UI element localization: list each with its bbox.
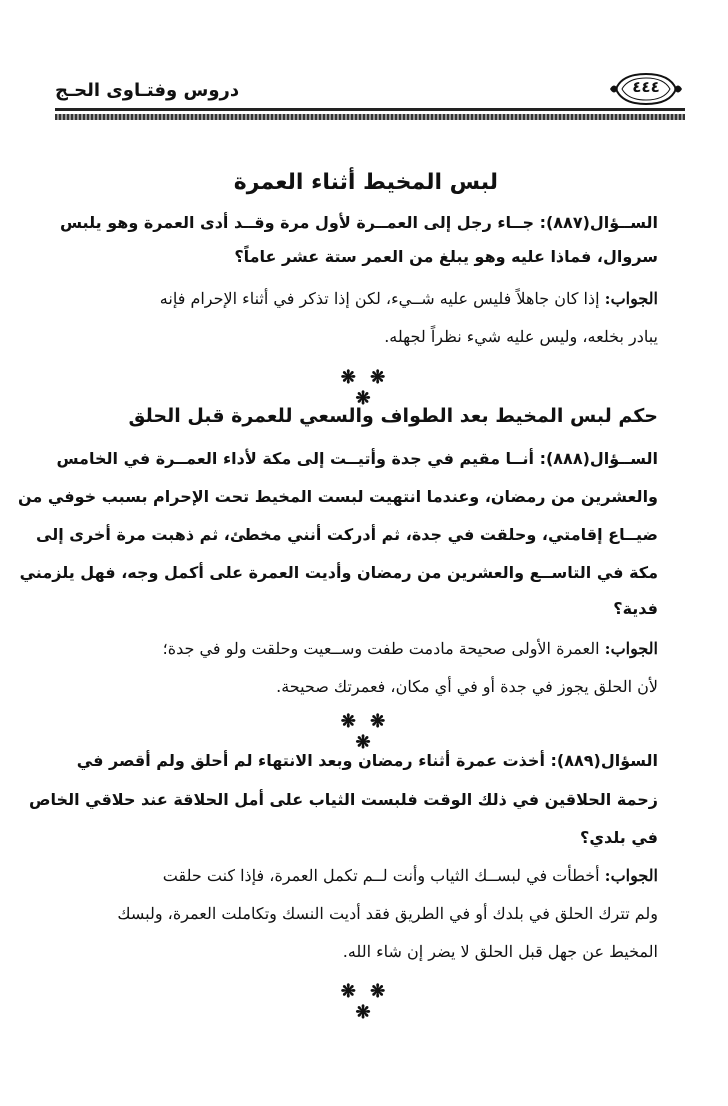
answer-line: ولم تترك الحلق في بلدك أو في الطريق فقد أديت النسك وتكاملت العمرة، ولبسك — [117, 904, 658, 923]
question-line: زحمة الحلاقين في ذلك الوقت فلبست الثياب على أمل الحلاقة عند حلاقي الخاص — [29, 790, 658, 809]
answer-line — [58, 287, 658, 311]
question-line: والعشرين من رمضان، وعندما انتهيت لبست المخيط تحت الإحرام بسبب خوفي من — [18, 487, 658, 506]
book-title: دروس وفتـاوى الحـج — [55, 80, 240, 101]
answer-text: إذا كان جاهلاً فليس عليه شــيء، لكن إذا تذكر في أثناء الإحرام فإنه — [159, 289, 600, 308]
page-number-ornament — [608, 70, 684, 108]
question-line: الســؤال(٨٨٨): أنــا مقيم في جدة وأتيــت إلى مكة لأداء العمــرة في الخامس — [56, 449, 658, 468]
question-line: الســؤال(٨٨٧): جــاء رجل إلى العمــرة لأول مرة وقــد أدى العمرة وهو يلبس — [59, 213, 658, 232]
question-line: السؤال(٨٨٩): أخذت عمرة أثناء رمضان وبعد الانتهاء لم أحلق ولم أقصر في — [76, 751, 658, 770]
header-rule — [55, 108, 685, 111]
answer-line: المخيط عن جهل قبل الحلق لا يضر إن شاء الله. — [342, 942, 658, 961]
answer-line — [58, 637, 658, 661]
answer-text: العمرة الأولى صحيحة مادمت طفت وســعيت وحلقت ولو في جدة؛ — [162, 639, 600, 658]
answer-label: الجواب: — [604, 866, 658, 885]
answer-label: الجواب: — [604, 639, 658, 658]
section-title: لبس المخيط أثناء العمرة — [233, 170, 498, 195]
section-separator: ❋ ❋ ❋ — [340, 367, 390, 409]
question-line: فدية؟ — [613, 599, 658, 618]
page-number: ٤٤٤ — [632, 78, 660, 96]
header-rule-pattern — [55, 114, 685, 120]
answer-text: أخطأت في لبســك الثياب وأنت لــم تكمل العمرة، فإذا كنت حلقت — [162, 866, 600, 885]
question-line: ضيــاع إقامتي، وحلقت في جدة، ثم أدركت أنني مخطئ، ثم ذهبت مرة أخرى إلى — [36, 525, 658, 544]
answer-line: لأن الحلق يجوز في جدة أو في أي مكان، فعمرتك صحيحة. — [276, 677, 658, 696]
answer-line: يبادر بخلعه، وليس عليه شيء نظراً لجهله. — [384, 327, 658, 346]
section-separator: ❋ ❋ ❋ — [340, 981, 390, 1023]
question-line: مكة في التاســع والعشرين من رمضان وأديت العمرة على أكمل وجه، فهل يلزمني — [19, 563, 658, 582]
section-separator: ❋ ❋ ❋ — [340, 711, 390, 753]
question-line: سروال، فماذا عليه وهو يبلغ من العمر ستة عشر عاماً؟ — [234, 247, 658, 266]
answer-line — [58, 864, 658, 888]
answer-label: الجواب: — [604, 289, 658, 308]
question-line: في بلدي؟ — [580, 828, 658, 847]
section-title: حكم لبس المخيط بعد الطواف والسعي للعمرة قبل الحلق — [128, 405, 658, 427]
